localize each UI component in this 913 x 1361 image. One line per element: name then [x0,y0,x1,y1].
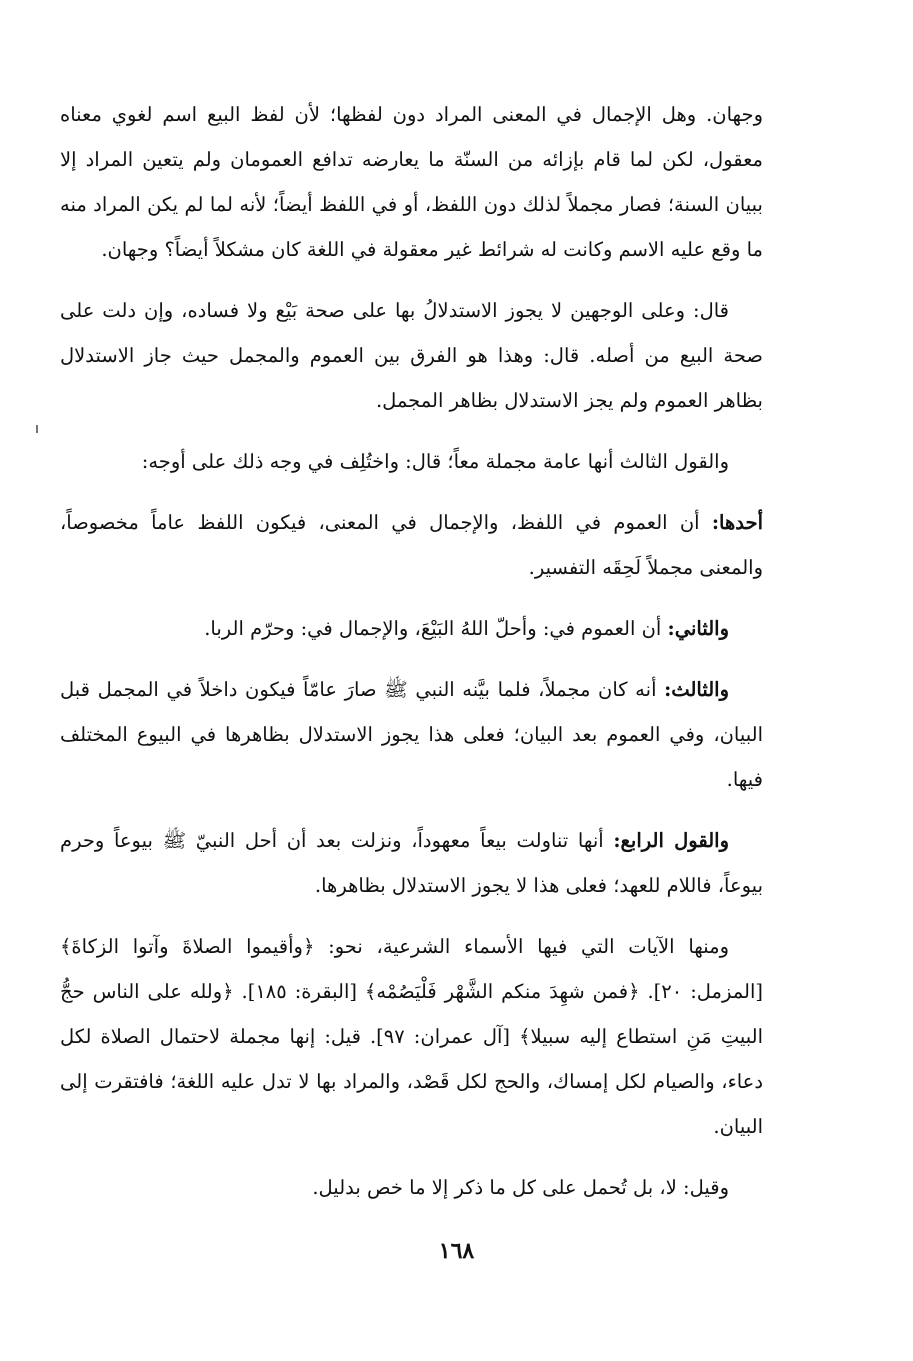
page-number: ١٦٨ [438,1238,475,1264]
paragraph [60,500,763,590]
paragraph-lead: والثالث: [664,678,729,701]
paragraph-text: أنها تناولت بيعاً معهوداً، ونزلت بعد أن أحل النبيّ ﷺ بيوعاً وحرم بيوعاً، فاللام للعهد؛ فعلى هذا لا يجوز الاستدلال بظاهرها. [60,829,763,897]
paragraph-lead: والثاني: [667,617,729,640]
paragraph [60,818,763,908]
paragraph [60,1165,763,1210]
paragraph-text: أن العموم في: وأحلّ اللهُ البَيْعَ، والإجمال في: وحرّم الربا. [204,617,668,640]
paragraph [60,606,763,651]
paragraph-lead: والقول الرابع: [613,829,729,852]
paragraph-text: ومنها الآيات التي فيها الأسماء الشرعية، نحو: ﴿وأقيموا الصلاةَ وآتوا الزكاةَ﴾ [المزمل: ٢٠]. ﴿فمن شهِدَ منكم الشَّهْر فَلْيَصُمْه﴾ [البقرة: ١٨٥]. ﴿ولله على الناس حجُّ البيتِ مَنِ استطاع إليه سبيلا﴾ [آل عمران: ٩٧]. قيل: إنها مجملة لاحتمال الصلاة لكل دعاء، والصيام لكل إمساك، والحج لكل قَصْد، والمراد بها لا تدل عليه اللغة؛ فافتقرت إلى البيان. [60,935,764,1138]
paragraph-text: أن العموم في اللفظ، والإجمال في المعنى، فيكون اللفظ عاماً مخصوصاً، والمعنى مجملاً لَحِقَه التفسير. [60,511,763,579]
paragraph-text: قال: وعلى الوجهين لا يجوز الاستدلالُ بها على صحة بَيْع ولا فساده، وإن دلت على صحة البيع من أصله. قال: وهذا هو الفرق بين العموم والمجمل حيث جاز الاستدلال بظاهر العموم ولم يجز الاستدلال بظاهر المجمل. [60,299,763,412]
paragraph-text: وجهان. وهل الإجمال في المعنى المراد دون لفظها؛ لأن لفظ البيع اسم لغوي معناه معقول، لكن لما قام بإزائه من السنّة ما يعارضه تدافع العمومان ولم يتعين المراد إلا ببيان السنة؛ فصار مجملاً لذلك دون اللفظ، أو في اللفظ أيضاً؛ لأنه لما لم يكن المراد منه ما وقع عليه الاسم وكانت له شرائط غير معقولة في اللغة كان مشكلاً أيضاً؟ وجهان. [60,103,763,261]
paragraph [60,439,763,484]
margin-mark [36,425,38,433]
paragraph [60,667,763,802]
paragraph [60,924,763,1149]
paragraph [60,92,763,272]
paragraph-text: أنه كان مجملاً، فلما بيَّنه النبي ﷺ صارَ عامّاً فيكون داخلاً في المجمل قبل البيان، وفي العموم بعد البيان؛ فعلى هذا يجوز الاستدلال بظاهرها في البيوع المختلف فيها. [60,678,763,791]
page-body [60,92,763,1226]
paragraph-lead: أحدها: [711,511,763,534]
paragraph-text: والقول الثالث أنها عامة مجملة معاً؛ قال: واختُلِف في وجه ذلك على أوجه: [141,450,729,473]
paragraph [60,288,763,423]
paragraph-text: وقيل: لا، بل تُحمل على كل ما ذكر إلا ما خص بدليل. [312,1176,729,1199]
